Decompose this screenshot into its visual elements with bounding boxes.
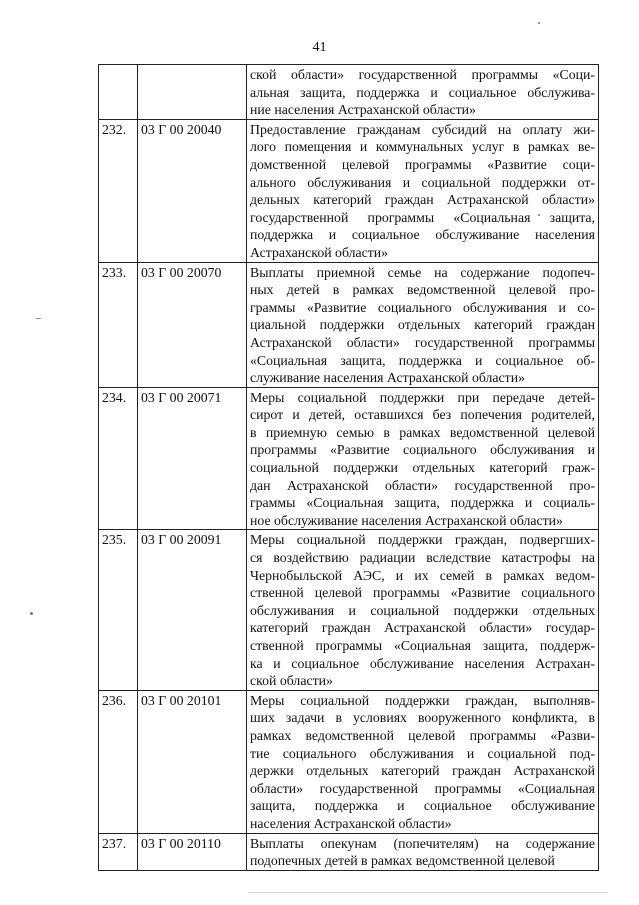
scan-speck	[538, 22, 540, 24]
classification-code: 03 Г 00 20110	[138, 833, 247, 870]
description-cell	[247, 690, 599, 833]
description-cell	[247, 387, 599, 530]
table-row	[99, 119, 599, 262]
row-number: 232.	[99, 119, 138, 262]
description-line: области» государственной программы «Социальная	[250, 780, 595, 796]
description-line: Меры социальной поддержки при передаче детей-	[250, 389, 595, 405]
row-number: 237.	[99, 833, 138, 870]
description-line: ка и социальное обслуживание населения Астрахан-	[250, 655, 595, 671]
classification-code: 03 Г 00 20101	[138, 690, 247, 833]
table-row	[99, 690, 599, 833]
description-line: ние населения Астраханской области»	[250, 102, 476, 118]
row-number: 233.	[99, 262, 138, 387]
description-line: дельных категорий граждан Астраханской области»	[250, 192, 595, 208]
description-line: Выплаты приемной семье на содержание подопеч-	[250, 264, 595, 280]
description-line: ального обслуживания и социальной поддержки от-	[250, 174, 595, 190]
description-line: тие социального обслуживания и социальной под-	[250, 745, 595, 761]
classification-code: 03 Г 00 20071	[138, 387, 247, 530]
classification-code	[138, 65, 247, 120]
row-number: 235.	[99, 530, 138, 690]
description-line: Выплаты опекунам (попечителям) на содержание	[250, 835, 595, 851]
description-line: Меры социальной поддержки граждан, подвергших-	[250, 532, 595, 548]
description-line: «Социальная защита, поддержка и социальное об-	[250, 352, 595, 368]
row-number: 234.	[99, 387, 138, 530]
description-line: программы «Развитие социального обслуживания и	[250, 442, 595, 458]
description-line: Меры социальной поддержки граждан, выполняв-	[250, 692, 595, 708]
table-row	[99, 262, 599, 387]
description-line: поддержка и социальное обслуживание населения	[250, 227, 595, 243]
classification-code: 03 Г 00 20070	[138, 262, 247, 387]
description-line: граммы «Социальная защита, поддержка и социаль-	[250, 495, 595, 511]
description-line: держки отдельных категорий граждан Астраханской	[250, 763, 595, 779]
row-number: 236.	[99, 690, 138, 833]
description-line: ся воздействию радиации вследствие катастрофы на	[250, 550, 595, 566]
description-line: Астраханской области» государственной программы	[250, 334, 595, 350]
description-line: дан Астраханской области» государственной про-	[250, 477, 595, 493]
description-cell	[247, 65, 599, 120]
description-line: обслуживания и социальной поддержки отдельных	[250, 602, 595, 618]
description-line: населения Астраханской области»	[250, 815, 452, 831]
description-line: ное обслуживание населения Астраханской области»	[250, 512, 563, 528]
description-line: граммы «Развитие социального обслуживания и со-	[250, 299, 595, 315]
bottom-rule	[248, 892, 608, 893]
description-cell	[247, 833, 599, 870]
description-line: сирот и детей, оставшихся без попечения родителей,	[250, 407, 595, 423]
table-row	[99, 387, 599, 530]
description-line: циальной поддержки отдельных категорий граждан	[250, 317, 595, 333]
description-line: защита, поддержка и социальное обслуживание	[250, 798, 595, 814]
description-line: категорий граждан Астраханской области» государ-	[250, 620, 595, 636]
table-row	[99, 833, 599, 870]
table-row	[99, 530, 599, 690]
description-line: Астраханской области»	[250, 244, 389, 260]
description-line: Чернобыльской АЭС, и их семей в рамках ведом-	[250, 567, 595, 583]
description-line: государственной программы «Социальная защита,	[250, 209, 595, 225]
scan-speck	[30, 612, 33, 615]
description-line: домственной целевой программы «Развитие соци-	[250, 156, 595, 172]
description-line: служивание населения Астраханской области»	[250, 370, 525, 386]
description-line: социальной поддержки отдельных категорий граж-	[250, 460, 595, 476]
page-number: 41	[312, 40, 327, 55]
description-line: ской области» государственной программы «Соци-	[250, 67, 595, 82]
scan-speck	[36, 318, 41, 319]
description-line: лого помещения и коммунальных услуг в рамках ве-	[250, 139, 595, 155]
description-line: подопечных детей в рамках ведомственной целевой	[250, 853, 555, 869]
budget-classification-table	[98, 64, 599, 871]
table-row	[99, 65, 599, 120]
description-line: альная защита, поддержка и социальное обслужива-	[250, 84, 595, 100]
description-line: ших задачи в условиях вооруженного конфликта, в	[250, 710, 595, 726]
description-cell	[247, 119, 599, 262]
classification-code: 03 Г 00 20091	[138, 530, 247, 690]
description-line: в приемную семью в рамках ведомственной целевой	[250, 424, 595, 440]
classification-code: 03 Г 00 20040	[138, 119, 247, 262]
description-line: рамках ведомственной целевой программы «Разви-	[250, 727, 595, 743]
description-line: ственной целевой программы «Развитие социального	[250, 585, 595, 601]
description-line: ных детей в рамках ведомственной целевой про-	[250, 282, 595, 298]
description-cell	[247, 530, 599, 690]
description-cell	[247, 262, 599, 387]
description-line: ской области»	[250, 673, 333, 689]
description-line: Предоставление гражданам субсидий на оплату жи-	[250, 121, 595, 137]
description-line: ственной программы «Социальная защита, поддерж-	[250, 638, 595, 653]
row-number	[99, 65, 138, 120]
